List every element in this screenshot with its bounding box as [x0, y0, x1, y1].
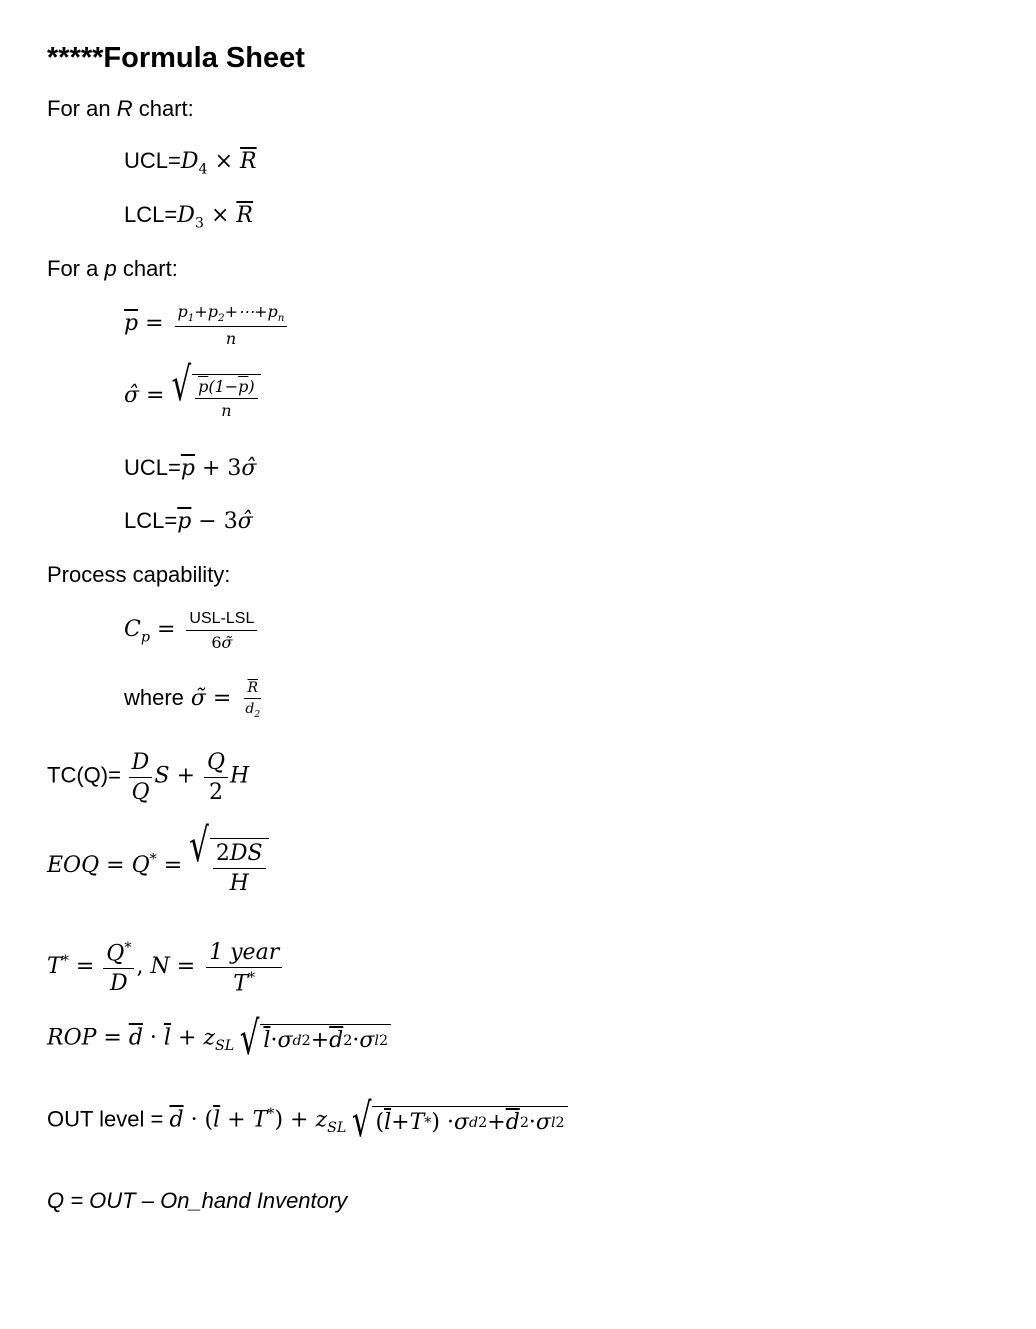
sigma-tilde-formula: where σ̃ = $\frac{\overline{R}}{d_2}$	[124, 680, 261, 720]
process-capability-heading: Process capability:	[47, 562, 231, 587]
cycle-time-formula: T* = $\frac{Q^*}{D}$ , N = $\frac{\text{1 year}}{T^*}$	[47, 940, 286, 996]
r-chart-heading: For an R chart:	[47, 96, 194, 121]
r-chart-ucl-formula: $UCL=D_4 \times \overline{R}$	[124, 148, 257, 178]
order-quantity-formula: Q = OUT – On_hand Inventory	[47, 1188, 348, 1213]
r-chart-lcl-formula: $LCL=D_3 \times \overline{R}$	[124, 202, 253, 232]
p-bar-formula: $\overline{p}$ = $\frac{p_1+p_2+\cdots+p_n}{n}$	[124, 302, 291, 348]
out-level-formula: OUT level = $\overline{d} \cdot (\overline{l} + T^*) + z_{SL}$ √ ( $\overline{l}$ + T * ) · σ d 2 + $\overline{d}$ 2 · σ l 2	[47, 1106, 568, 1137]
p-chart-ucl-formula: $UCL=\overline{p}$ + 3σ̂	[124, 455, 257, 481]
sigma-hat-formula: σ̂ = √ $\frac{p(1-\overline{p})}{n}$	[124, 374, 261, 420]
eoq-formula: EOQ = Q* = √ $\frac{2DS}{H}$	[47, 838, 269, 896]
p-chart-lcl-formula: $LCL=\overline{p}$ − 3σ̂	[124, 508, 253, 534]
cp-formula: $C_p$ = $\frac{\text{USL-LSL}}{6\sigmã}$	[124, 610, 261, 652]
p-chart-heading: For a p chart:	[47, 256, 178, 281]
rop-formula: ROP = $\overline{d} \cdot \overline{l} + z_{SL}$ √ l · σ d 2 + $\overline{d}$ 2 · σ l 2	[47, 1024, 391, 1055]
total-cost-formula: TC(Q)= $\frac{D}{Q}$ S + $\frac{Q}{2}$ H	[47, 750, 250, 805]
page-title: *****Formula Sheet	[47, 42, 305, 74]
